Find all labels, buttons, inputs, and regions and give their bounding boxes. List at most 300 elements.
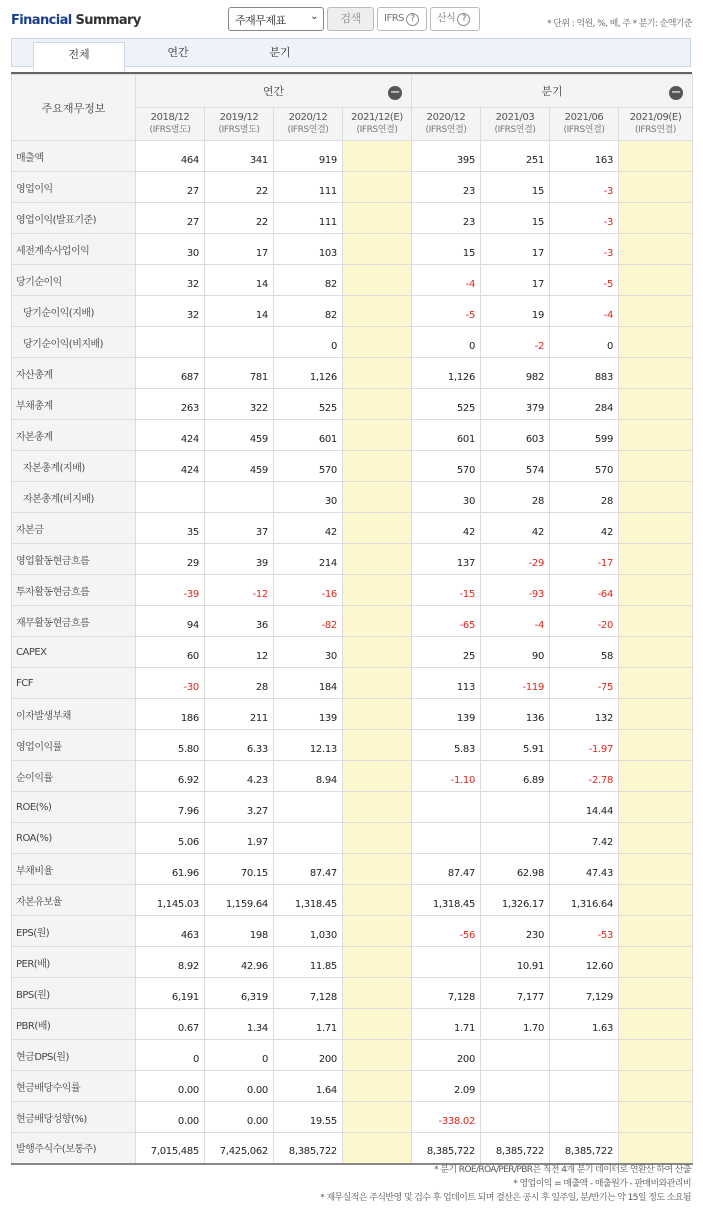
row-label: 영업이익 (12, 172, 136, 203)
table-cell: 36 (205, 606, 274, 637)
table-cell: 464 (136, 141, 205, 172)
table-cell (274, 792, 343, 823)
table-cell (619, 1133, 693, 1164)
table-cell (550, 1040, 619, 1071)
row-label: 부채비율 (12, 854, 136, 885)
table-cell (619, 141, 693, 172)
table-cell: 1.97 (205, 823, 274, 854)
table-cell: 6,191 (136, 978, 205, 1009)
table-cell (619, 575, 693, 606)
table-cell: -1.10 (412, 761, 481, 792)
table-cell (619, 1102, 693, 1133)
table-row (12, 575, 693, 606)
row-label: 당기순이익 (12, 265, 136, 296)
table-cell: 60 (136, 637, 205, 668)
table-cell: 23 (412, 172, 481, 203)
table-cell: 1,030 (274, 916, 343, 947)
table-cell: 0.67 (136, 1009, 205, 1040)
table-cell: 0.00 (205, 1102, 274, 1133)
table-cell: 7,015,485 (136, 1133, 205, 1164)
row-label: FCF (12, 668, 136, 699)
table-row (12, 265, 693, 296)
table-cell: 687 (136, 358, 205, 389)
column-period: 2021/06 (564, 112, 604, 123)
tab-quarter[interactable]: 분기 (269, 46, 291, 59)
row-label: 자본유보율 (12, 885, 136, 916)
table-cell: 28 (481, 482, 550, 513)
table-cell (343, 389, 412, 420)
table-cell: 111 (274, 172, 343, 203)
table-cell: 0 (136, 1040, 205, 1071)
table-cell (343, 792, 412, 823)
table-cell (412, 823, 481, 854)
column-basis: (IFRS연결) (635, 125, 677, 135)
table-cell (343, 265, 412, 296)
financial-summary-table (11, 72, 692, 1165)
table-cell: 42 (412, 513, 481, 544)
page-title (11, 13, 141, 28)
row-label: 매출액 (12, 141, 136, 172)
column-basis: (IFRS연결) (494, 125, 536, 135)
table-cell: 17 (481, 265, 550, 296)
table-row (12, 327, 693, 358)
table-cell: 0 (274, 327, 343, 358)
table-cell: 113 (412, 668, 481, 699)
table-cell (205, 482, 274, 513)
table-cell: 230 (481, 916, 550, 947)
table-row (12, 141, 693, 172)
table-cell: 7,128 (412, 978, 481, 1009)
row-header: 주요재무정보 (12, 75, 136, 141)
table-cell: 599 (550, 420, 619, 451)
table-cell: 184 (274, 668, 343, 699)
table-cell: 28 (550, 482, 619, 513)
table-cell: 1.64 (274, 1071, 343, 1102)
table-cell: 5.91 (481, 730, 550, 761)
annual-group-header (136, 75, 412, 108)
table-cell: 459 (205, 451, 274, 482)
row-label: 자본총계(비지배) (12, 482, 136, 513)
table-cell: -64 (550, 575, 619, 606)
table-cell: 186 (136, 699, 205, 730)
table-cell (343, 1009, 412, 1040)
table-cell: 6,319 (205, 978, 274, 1009)
table-cell: 919 (274, 141, 343, 172)
table-row (12, 823, 693, 854)
table-cell (481, 792, 550, 823)
table-cell: 61.96 (136, 854, 205, 885)
title-financial: Financial (11, 13, 72, 28)
table-cell: 30 (136, 234, 205, 265)
table-cell: -338.02 (412, 1102, 481, 1133)
column-header (619, 108, 693, 141)
table-cell: 459 (205, 420, 274, 451)
table-cell: -17 (550, 544, 619, 575)
table-cell (343, 358, 412, 389)
column-period: 2021/09(E) (629, 112, 682, 123)
table-row (12, 172, 693, 203)
table-cell: 62.98 (481, 854, 550, 885)
statement-type-select[interactable] (228, 7, 324, 31)
table-cell: 19.55 (274, 1102, 343, 1133)
table-cell: -65 (412, 606, 481, 637)
column-period: 2020/12 (288, 112, 328, 123)
table-cell: 379 (481, 389, 550, 420)
table-cell (343, 761, 412, 792)
column-header (343, 108, 412, 141)
row-label: 자본금 (12, 513, 136, 544)
table-cell: 8,385,722 (550, 1133, 619, 1164)
table-cell (481, 1040, 550, 1071)
table-cell (550, 1071, 619, 1102)
table-cell: 42.96 (205, 947, 274, 978)
table-cell (481, 823, 550, 854)
table-cell: 1,318.45 (412, 885, 481, 916)
row-label: 현금DPS(원) (12, 1040, 136, 1071)
table-row (12, 1133, 693, 1164)
table-cell (619, 761, 693, 792)
table-cell: -4 (412, 265, 481, 296)
table-row (12, 978, 693, 1009)
table-cell: 1.34 (205, 1009, 274, 1040)
column-period: 2021/03 (495, 112, 535, 123)
table-cell: 30 (412, 482, 481, 513)
row-label: PER(배) (12, 947, 136, 978)
collapse-annual-icon[interactable]: − (389, 85, 401, 100)
column-basis: (IFRS별도) (218, 125, 260, 135)
table-cell: 1.63 (550, 1009, 619, 1040)
row-label: PBR(배) (12, 1009, 136, 1040)
table-cell (619, 823, 693, 854)
table-cell (619, 885, 693, 916)
table-cell: 19 (481, 296, 550, 327)
collapse-quarter-icon[interactable]: − (670, 85, 682, 100)
row-label: 재무활동현금흐름 (12, 606, 136, 637)
table-row (12, 1102, 693, 1133)
table-cell: 263 (136, 389, 205, 420)
table-cell (343, 141, 412, 172)
row-label: 현금배당성향(%) (12, 1102, 136, 1133)
table-cell: 11.85 (274, 947, 343, 978)
table-cell (619, 947, 693, 978)
column-header (481, 108, 550, 141)
table-row (12, 389, 693, 420)
table-cell (343, 420, 412, 451)
table-cell (136, 327, 205, 358)
formula-help-button[interactable] (430, 7, 480, 31)
table-cell: 1,318.45 (274, 885, 343, 916)
table-cell: 1,159.64 (205, 885, 274, 916)
table-cell (619, 978, 693, 1009)
table-cell: 7.96 (136, 792, 205, 823)
table-cell: 94 (136, 606, 205, 637)
row-label: 이자발생부채 (12, 699, 136, 730)
table-cell (619, 234, 693, 265)
row-label: EPS(원) (12, 916, 136, 947)
table-cell: -56 (412, 916, 481, 947)
table-cell: 395 (412, 141, 481, 172)
table-row (12, 761, 693, 792)
table-cell: -53 (550, 916, 619, 947)
table-cell: 14.44 (550, 792, 619, 823)
table-cell (343, 203, 412, 234)
table-cell: -2 (481, 327, 550, 358)
table-cell: 32 (136, 265, 205, 296)
row-label: 발행주식수(보통주) (12, 1133, 136, 1164)
table-cell (343, 947, 412, 978)
table-cell (343, 451, 412, 482)
table-row (12, 916, 693, 947)
column-header (412, 108, 481, 141)
table-cell: 22 (205, 172, 274, 203)
table-cell: 251 (481, 141, 550, 172)
table-cell: 136 (481, 699, 550, 730)
row-label: 영업활동현금흐름 (12, 544, 136, 575)
table-cell: -4 (550, 296, 619, 327)
table-cell: -2.78 (550, 761, 619, 792)
table-cell: 22 (205, 203, 274, 234)
table-cell (136, 482, 205, 513)
table-cell: -82 (274, 606, 343, 637)
table-cell (343, 823, 412, 854)
search-button[interactable]: 검색 (327, 7, 374, 31)
table-cell: 883 (550, 358, 619, 389)
table-cell: 463 (136, 916, 205, 947)
table-cell: 15 (481, 172, 550, 203)
table-cell: 29 (136, 544, 205, 575)
table-cell: 42 (481, 513, 550, 544)
row-label: 순이익률 (12, 761, 136, 792)
table-cell: 2.09 (412, 1071, 481, 1102)
table-cell: 570 (550, 451, 619, 482)
table-cell: 0.00 (205, 1071, 274, 1102)
table-cell: 570 (412, 451, 481, 482)
table-cell (481, 1071, 550, 1102)
table-cell: 0 (550, 327, 619, 358)
table-cell (343, 575, 412, 606)
row-label: 당기순이익(지배) (12, 296, 136, 327)
table-cell: 42 (274, 513, 343, 544)
table-cell: 424 (136, 420, 205, 451)
column-period: 2019/12 (219, 112, 259, 123)
table-row (12, 544, 693, 575)
table-cell: 8,385,722 (274, 1133, 343, 1164)
table-cell (619, 854, 693, 885)
table-row (12, 358, 693, 389)
table-cell: 0 (205, 1040, 274, 1071)
table-cell: 42 (550, 513, 619, 544)
table-cell: -12 (205, 575, 274, 606)
table-cell: 27 (136, 172, 205, 203)
row-label: 부채총계 (12, 389, 136, 420)
table-cell: 8,385,722 (412, 1133, 481, 1164)
table-cell: 17 (205, 234, 274, 265)
table-cell: -39 (136, 575, 205, 606)
table-cell: 139 (274, 699, 343, 730)
column-period: 2020/12 (426, 112, 466, 123)
table-cell: 7,177 (481, 978, 550, 1009)
table-cell: 87.47 (274, 854, 343, 885)
column-header (274, 108, 343, 141)
table-cell: 14 (205, 296, 274, 327)
table-row (12, 482, 693, 513)
table-cell (619, 451, 693, 482)
table-cell (343, 327, 412, 358)
table-cell (619, 1040, 693, 1071)
table-cell: 341 (205, 141, 274, 172)
table-row (12, 606, 693, 637)
table-cell (343, 606, 412, 637)
table-cell: 132 (550, 699, 619, 730)
table-row (12, 1009, 693, 1040)
table-cell: 7.42 (550, 823, 619, 854)
table-cell: 90 (481, 637, 550, 668)
table-cell (343, 885, 412, 916)
table-cell: 8.92 (136, 947, 205, 978)
table-cell: 5.83 (412, 730, 481, 761)
table-cell (343, 296, 412, 327)
row-label: 당기순이익(비지배) (12, 327, 136, 358)
tab-annual[interactable]: 연간 (167, 46, 189, 59)
column-header (136, 108, 205, 141)
table-cell: 1,126 (412, 358, 481, 389)
table-cell (619, 1009, 693, 1040)
table-cell: 10.91 (481, 947, 550, 978)
annual-group-label: 연간 (262, 85, 285, 98)
table-cell (343, 544, 412, 575)
table-cell: 103 (274, 234, 343, 265)
table-cell: 570 (274, 451, 343, 482)
table-cell: 0.00 (136, 1102, 205, 1133)
table-cell: 781 (205, 358, 274, 389)
table-cell (550, 1102, 619, 1133)
table-cell (619, 327, 693, 358)
table-cell: 200 (274, 1040, 343, 1071)
table-cell: 32 (136, 296, 205, 327)
table-cell: 70.15 (205, 854, 274, 885)
row-label: 투자활동현금흐름 (12, 575, 136, 606)
table-cell (619, 203, 693, 234)
table-cell (343, 730, 412, 761)
table-cell: 198 (205, 916, 274, 947)
row-label: CAPEX (12, 637, 136, 668)
table-cell (274, 823, 343, 854)
table-cell: 601 (274, 420, 343, 451)
table-row (12, 1040, 693, 1071)
table-cell: 5.06 (136, 823, 205, 854)
table-cell: 6.92 (136, 761, 205, 792)
table-cell: -29 (481, 544, 550, 575)
table-cell: 139 (412, 699, 481, 730)
table-cell: 1,326.17 (481, 885, 550, 916)
table-cell (619, 637, 693, 668)
column-basis: (IFRS연결) (287, 125, 329, 135)
table-cell (343, 699, 412, 730)
table-cell: 982 (481, 358, 550, 389)
table-cell (343, 916, 412, 947)
table-cell: -4 (481, 606, 550, 637)
table-row (12, 420, 693, 451)
period-tabs (11, 38, 691, 67)
table-cell (343, 513, 412, 544)
table-cell: -93 (481, 575, 550, 606)
table-cell: 284 (550, 389, 619, 420)
table-cell: 27 (136, 203, 205, 234)
row-label: BPS(원) (12, 978, 136, 1009)
table-cell: -75 (550, 668, 619, 699)
quarter-group-label: 분기 (541, 85, 563, 98)
table-cell: 82 (274, 265, 343, 296)
table-cell: -20 (550, 606, 619, 637)
table-row (12, 792, 693, 823)
table-cell (619, 358, 693, 389)
table-cell: -3 (550, 172, 619, 203)
table-cell (619, 389, 693, 420)
table-row (12, 637, 693, 668)
table-cell (343, 1102, 412, 1133)
table-cell: 603 (481, 420, 550, 451)
table-cell: 47.43 (550, 854, 619, 885)
table-cell (343, 1133, 412, 1164)
table-cell: 574 (481, 451, 550, 482)
table-cell: 424 (136, 451, 205, 482)
table-cell (412, 947, 481, 978)
table-cell (619, 1071, 693, 1102)
table-cell: 15 (412, 234, 481, 265)
column-header (205, 108, 274, 141)
table-cell: 7,129 (550, 978, 619, 1009)
table-cell (619, 265, 693, 296)
table-cell (619, 699, 693, 730)
table-cell: 7,128 (274, 978, 343, 1009)
tab-all[interactable]: 전체 (33, 42, 125, 72)
column-header (550, 108, 619, 141)
ifrs-help-button[interactable] (377, 7, 427, 31)
table-row (12, 947, 693, 978)
table-cell (343, 172, 412, 203)
table-cell: 1,126 (274, 358, 343, 389)
table-row (12, 699, 693, 730)
table-cell: 137 (412, 544, 481, 575)
table-row (12, 1071, 693, 1102)
table-cell: -5 (550, 265, 619, 296)
table-cell: -3 (550, 203, 619, 234)
row-label: ROE(%) (12, 792, 136, 823)
table-cell: 23 (412, 203, 481, 234)
row-label: 영업이익률 (12, 730, 136, 761)
table-cell (481, 1102, 550, 1133)
table-cell (343, 668, 412, 699)
statement-type-value: 주재무제표 (235, 14, 286, 27)
table-cell: 12.60 (550, 947, 619, 978)
table-cell: 37 (205, 513, 274, 544)
column-basis: (IFRS연결) (356, 125, 398, 135)
table-cell: 1,316.64 (550, 885, 619, 916)
column-basis: (IFRS연결) (425, 125, 467, 135)
table-cell: 6.33 (205, 730, 274, 761)
table-cell (619, 544, 693, 575)
row-label: ROA(%) (12, 823, 136, 854)
help-icon: ? (406, 13, 419, 26)
table-cell (619, 792, 693, 823)
table-cell (619, 482, 693, 513)
table-cell: 0 (412, 327, 481, 358)
table-cell: -16 (274, 575, 343, 606)
table-cell: 30 (274, 637, 343, 668)
table-cell: -30 (136, 668, 205, 699)
table-cell: 163 (550, 141, 619, 172)
table-cell: 200 (412, 1040, 481, 1071)
